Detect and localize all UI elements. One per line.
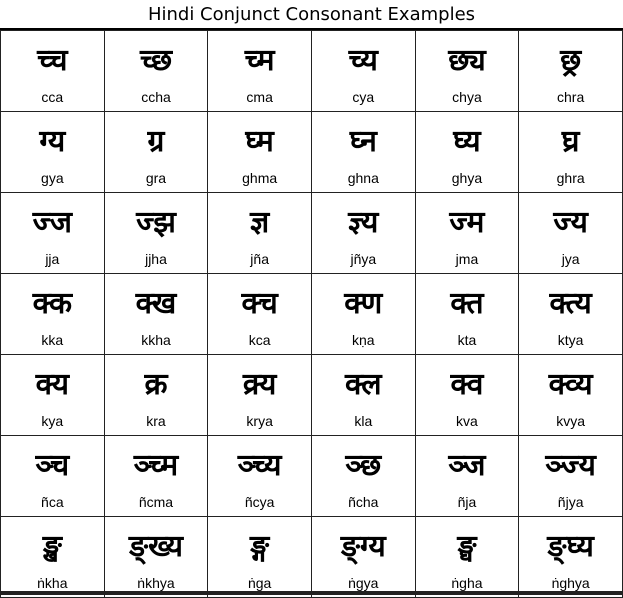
- conjunct-cell: [519, 517, 623, 598]
- bottom-divider: [0, 591, 623, 595]
- transliteration-label: ñcha: [348, 494, 379, 510]
- table-row: [1, 31, 623, 112]
- conjunct-cell: [1, 517, 105, 598]
- conjunct-cell: [104, 31, 208, 112]
- conjunct-cell: [208, 274, 312, 355]
- transliteration-label: ccha: [141, 89, 171, 105]
- conjunct-cell: [208, 193, 312, 274]
- transliteration-label: kkha: [141, 332, 171, 348]
- transliteration-label: jya: [561, 251, 580, 267]
- table-row: [1, 274, 623, 355]
- devanagari-conjunct: ञ्च्य: [237, 448, 282, 483]
- devanagari-conjunct: ग्य: [39, 124, 66, 159]
- transliteration-label: jma: [455, 251, 479, 267]
- devanagari-conjunct: च्छ: [139, 43, 173, 78]
- conjunct-cell: [1, 436, 105, 517]
- devanagari-conjunct: ज्ञ: [250, 205, 270, 240]
- conjunct-cell: [311, 31, 415, 112]
- conjunct-cell: [519, 31, 623, 112]
- conjunct-cell: [208, 517, 312, 598]
- devanagari-conjunct: ञ्च: [35, 448, 70, 483]
- conjunct-cell: [208, 31, 312, 112]
- transliteration-label: ṅga: [247, 575, 272, 591]
- conjunct-cell: [415, 436, 519, 517]
- devanagari-conjunct: ञ्ज्य: [545, 448, 596, 483]
- transliteration-label: kta: [457, 332, 477, 348]
- devanagari-conjunct: ज्झ: [136, 205, 176, 240]
- conjunct-cell: [519, 274, 623, 355]
- devanagari-conjunct: घ्य: [453, 124, 481, 159]
- transliteration-label: ktya: [557, 332, 584, 348]
- table-row: [1, 355, 623, 436]
- conjunct-cell: [104, 274, 208, 355]
- conjunct-cell: [415, 31, 519, 112]
- conjunct-cell: [208, 355, 312, 436]
- devanagari-conjunct: क्व: [450, 367, 484, 402]
- conjunct-cell: [311, 436, 415, 517]
- table-row: [1, 517, 623, 598]
- transliteration-label: kla: [354, 413, 373, 429]
- devanagari-conjunct: ञ्च्म: [133, 448, 179, 483]
- conjunct-cell: [104, 436, 208, 517]
- conjunct-cell: [415, 517, 519, 598]
- transliteration-label: jñya: [350, 251, 377, 267]
- devanagari-conjunct: छ्य: [448, 43, 486, 78]
- transliteration-label: ñja: [457, 494, 477, 510]
- transliteration-label: krya: [246, 413, 273, 429]
- devanagari-conjunct: क्त: [450, 286, 484, 321]
- devanagari-conjunct: क्ख: [135, 286, 177, 321]
- conjunct-cell: [1, 31, 105, 112]
- transliteration-label: kca: [248, 332, 271, 348]
- transliteration-label: ṅgya: [348, 575, 379, 591]
- devanagari-conjunct: च्य: [348, 43, 378, 78]
- devanagari-conjunct: च्च: [37, 43, 68, 78]
- devanagari-conjunct: क्र: [144, 367, 168, 402]
- transliteration-label: kka: [41, 332, 64, 348]
- devanagari-conjunct: ङ्ख: [42, 529, 62, 564]
- conjunct-cell: [415, 274, 519, 355]
- conjunct-cell: [104, 193, 208, 274]
- table-row: [1, 436, 623, 517]
- conjunct-cell: [104, 112, 208, 193]
- transliteration-label: kva: [456, 413, 478, 429]
- conjunct-cell: [519, 112, 623, 193]
- devanagari-conjunct: ङ्ग: [250, 529, 270, 564]
- transliteration-label: jjha: [145, 251, 167, 267]
- conjunct-cell: [311, 112, 415, 193]
- chart-title: Hindi Conjunct Consonant Examples: [0, 0, 623, 30]
- transliteration-label: ñca: [41, 494, 64, 510]
- devanagari-conjunct: क्व्य: [548, 367, 593, 402]
- devanagari-conjunct: घ्र: [561, 124, 580, 159]
- conjunct-cell: [311, 517, 415, 598]
- conjunct-cell: [104, 517, 208, 598]
- conjunct-cell: [519, 193, 623, 274]
- transliteration-label: gya: [41, 170, 64, 186]
- devanagari-conjunct: ङ्ख्य: [128, 529, 184, 564]
- conjunct-cell: [415, 112, 519, 193]
- transliteration-label: cca: [41, 89, 64, 105]
- transliteration-label: jña: [250, 251, 269, 267]
- transliteration-label: ñcya: [244, 494, 275, 510]
- transliteration-label: kṇa: [352, 332, 375, 348]
- table-row: [1, 112, 623, 193]
- conjunct-cell: [311, 355, 415, 436]
- conjunct-cell: [519, 436, 623, 517]
- conjunct-cell: [519, 355, 623, 436]
- transliteration-label: ghya: [451, 170, 483, 186]
- devanagari-conjunct: ज्म: [449, 205, 485, 240]
- conjunct-cell: [1, 274, 105, 355]
- devanagari-conjunct: च्म: [244, 43, 275, 78]
- conjunct-cell: [208, 112, 312, 193]
- devanagari-conjunct: क्त्य: [549, 286, 592, 321]
- conjunct-cell: [1, 112, 105, 193]
- devanagari-conjunct: ङ्घ: [457, 529, 477, 564]
- transliteration-label: ṅghya: [551, 575, 590, 591]
- transliteration-label: ghra: [556, 170, 585, 186]
- transliteration-label: cya: [352, 89, 375, 105]
- devanagari-conjunct: ङ्ग्य: [340, 529, 386, 564]
- transliteration-label: chra: [557, 89, 585, 105]
- devanagari-conjunct: ज्ञ्य: [348, 205, 379, 240]
- conjunct-table: [0, 30, 623, 598]
- conjunct-cell: [415, 193, 519, 274]
- transliteration-label: ṅkha: [37, 575, 68, 591]
- transliteration-label: ghma: [242, 170, 278, 186]
- conjunct-cell: [208, 436, 312, 517]
- conjunct-cell: [311, 193, 415, 274]
- devanagari-conjunct: क्य: [35, 367, 70, 402]
- transliteration-label: ṅkhya: [137, 575, 175, 591]
- devanagari-conjunct: छ्र: [560, 43, 582, 78]
- transliteration-label: kvya: [556, 413, 586, 429]
- devanagari-conjunct: क्क: [32, 286, 73, 321]
- transliteration-label: kra: [146, 413, 166, 429]
- conjunct-cell: [311, 274, 415, 355]
- conjunct-cell: [415, 355, 519, 436]
- devanagari-conjunct: ङ्घ्य: [547, 529, 594, 564]
- transliteration-label: gra: [145, 170, 167, 186]
- devanagari-conjunct: ञ्ज: [448, 448, 486, 483]
- devanagari-conjunct: क्ण: [344, 286, 383, 321]
- transliteration-label: kya: [41, 413, 64, 429]
- transliteration-label: chya: [452, 89, 482, 105]
- devanagari-conjunct: घ्न: [349, 124, 377, 159]
- devanagari-conjunct: क्ल: [344, 367, 382, 402]
- transliteration-label: cma: [246, 89, 273, 105]
- conjunct-cell: [1, 193, 105, 274]
- devanagari-conjunct: ञ्छ: [345, 448, 382, 483]
- transliteration-label: ṅgha: [451, 575, 483, 591]
- transliteration-label: ghna: [347, 170, 379, 186]
- transliteration-label: ñjya: [557, 494, 584, 510]
- devanagari-conjunct: ज्य: [553, 205, 588, 240]
- devanagari-conjunct: घ्म: [245, 124, 274, 159]
- devanagari-conjunct: ग्र: [147, 124, 165, 159]
- devanagari-conjunct: क्च: [241, 286, 278, 321]
- conjunct-cell: [1, 355, 105, 436]
- devanagari-conjunct: ज्ज: [32, 205, 73, 240]
- transliteration-label: jja: [45, 251, 60, 267]
- conjunct-cell: [104, 355, 208, 436]
- table-row: [1, 193, 623, 274]
- devanagari-conjunct: क्र्य: [242, 367, 277, 402]
- transliteration-label: ñcma: [138, 494, 174, 510]
